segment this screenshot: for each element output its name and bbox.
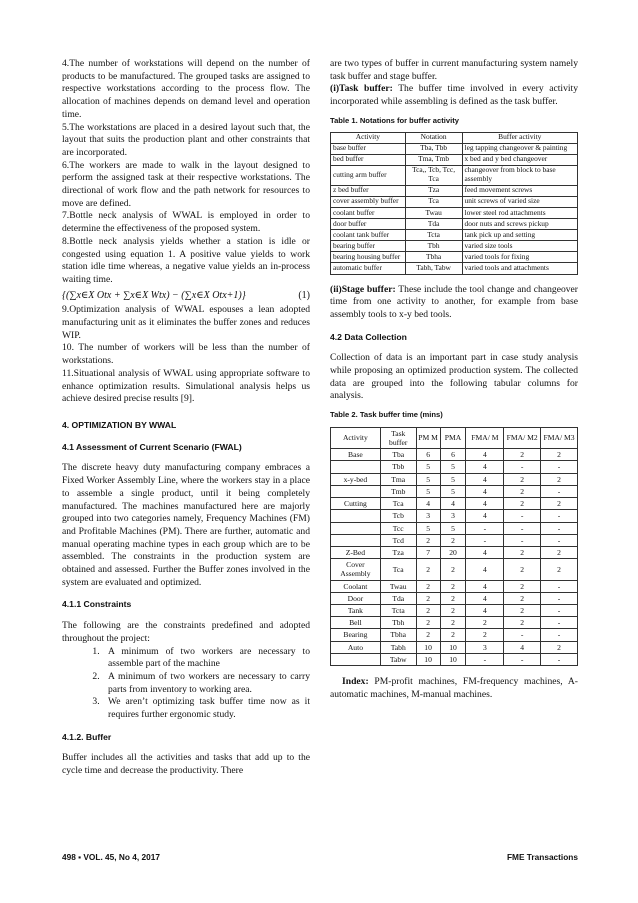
table-cell: 10 [416, 653, 440, 665]
table-cell: Tbb [380, 461, 416, 473]
table-row [331, 498, 578, 510]
table-cell: 2 [504, 546, 541, 558]
table-cell: Tca [380, 498, 416, 510]
table-header-cell: Activity [331, 132, 406, 143]
table-cell: Tcta [405, 230, 462, 241]
paragraph-stage-buffer [330, 284, 578, 322]
table-cell: 10 [440, 653, 466, 665]
table-cell: automatic buffer [331, 263, 406, 274]
table-cell: - [541, 461, 578, 473]
table-cell: Tca,, Tcb, Tcc, Tca [405, 165, 462, 185]
table-cell [331, 485, 381, 497]
table-cell: 2 [416, 629, 440, 641]
constraint-item: 2. A minimum of two workers are necessary to carry parts from inventory to working area. [102, 671, 310, 696]
table-cell: Tcta [380, 604, 416, 616]
table-2 [330, 427, 578, 666]
table-cell: 10 [440, 641, 466, 653]
table-row [331, 449, 578, 461]
table-cell: - [504, 629, 541, 641]
table-row [331, 546, 578, 558]
section-heading-4-1-2: 4.1.2. Buffer [62, 731, 112, 742]
table-cell: - [541, 617, 578, 629]
paragraph-constraints: The following are the constraints predefined and adopted throughout the project: [62, 620, 310, 644]
table-cell: 4 [466, 546, 504, 558]
constraints-list [62, 646, 310, 722]
table-cell: 6 [440, 449, 466, 461]
table-cell: 6 [416, 449, 440, 461]
paragraph-buffer-continued: are two types of buffer in current manufacturing system namely task buffer and stage buffer. [330, 58, 578, 82]
table-cell: 4 [466, 498, 504, 510]
table-row [331, 461, 578, 473]
table-row [331, 580, 578, 592]
section-heading-4-1-1: 4.1.1 Constraints [62, 599, 132, 610]
equation-1 [62, 290, 310, 303]
table-cell: 4 [466, 604, 504, 616]
table-cell: 4 [466, 473, 504, 485]
table-row [331, 219, 578, 230]
table-row [331, 522, 578, 534]
table-cell: - [541, 653, 578, 665]
table-cell: door buffer [331, 219, 406, 230]
index-text: PM-profit machines, FM-frequency machines, A-automatic machines, M-manual machines. [330, 675, 578, 700]
table-cell: z bed buffer [331, 185, 406, 196]
table-cell: 2 [440, 617, 466, 629]
table-row [331, 241, 578, 252]
constraint-item: 3. We aren’t optimizing task buffer time now as it requires further ergonomic study. [102, 696, 310, 721]
table-cell: 2 [440, 559, 466, 580]
constraint-item: 1. A minimum of two workers are necessary to assemble part of the machine [102, 646, 310, 671]
table-cell: Tabh [380, 641, 416, 653]
table-row [331, 604, 578, 616]
table-cell: Tabw [380, 653, 416, 665]
table-cell: - [541, 534, 578, 546]
paragraph-item-6: 6.The workers are made to walk in the layout designed to perform the assigned task at their respective workstations. The directional of work flow and the path network for resources to move are defined. [62, 159, 310, 209]
table-cell: - [541, 592, 578, 604]
table-cell: Tda [405, 219, 462, 230]
footer-page-info: 498 ▪ VOL. 45, No 4, 2017 [62, 852, 160, 862]
table-cell: Tca [405, 196, 462, 207]
table-row [331, 196, 578, 207]
table-row [331, 629, 578, 641]
table-cell: Tcc [380, 522, 416, 534]
task-buffer-label: (i)Task buffer: [330, 83, 393, 95]
table-cell: - [541, 485, 578, 497]
table-cell: 2 [440, 604, 466, 616]
table-cell: Tma, Tmb [405, 154, 462, 165]
table-cell: 2 [416, 534, 440, 546]
left-column [62, 58, 310, 778]
table-cell: 4 [466, 592, 504, 604]
table-cell: 4 [466, 510, 504, 522]
table-cell: Tba [380, 449, 416, 461]
table-header-row [331, 427, 578, 448]
table-row [331, 252, 578, 263]
table-cell [331, 510, 381, 522]
table-cell: - [504, 522, 541, 534]
table-header-cell: PM M [416, 427, 440, 448]
paragraph-fwal: The discrete heavy duty manufacturing company embraces a Fixed Worker Assembly Line, where the workers stay in a place to assemble a single product, until it being completely manufactured. The machines manufactured here are majorly grouped into two categories namely, Frequency Machines (FM) and Profitable Machines (PM). There are further, automatic and manual operating machine types in each group which are to be assembled. The constraints in the production system are obtained and assessed. Further the Buffer zones involved in the system are evaluated and optimized. [62, 462, 310, 588]
table-cell: Tabh, Tabw [405, 263, 462, 274]
table-row [331, 534, 578, 546]
table-row [331, 230, 578, 241]
paragraph-item-11: 11.Situational analysis of WWAL using appropriate software to enhance optimization results. Simulational analysis helps us achieve desired precise results [9]. [62, 367, 310, 405]
table-cell: - [541, 580, 578, 592]
section-heading-4-1: 4.1 Assessment of Current Scenario (FWAL) [62, 441, 242, 452]
table-cell: 4 [466, 559, 504, 580]
table-2-caption: Table 2. Task buffer time (mins) [330, 410, 443, 420]
table-cell: - [466, 522, 504, 534]
table-cell: - [541, 522, 578, 534]
table-cell: 5 [440, 473, 466, 485]
table-cell: 2 [416, 604, 440, 616]
table-cell: 2 [440, 592, 466, 604]
table-1 [330, 132, 578, 275]
table-cell: - [504, 653, 541, 665]
table-cell: 5 [416, 485, 440, 497]
table-cell: 20 [440, 546, 466, 558]
table-cell: 4 [466, 580, 504, 592]
table-cell: leg tapping changeover & painting [462, 143, 577, 154]
task-buffer-text: The buffer time involved in every activity incorporated while assembling is defined as the task buffer. [330, 83, 578, 108]
table-cell: 2 [541, 546, 578, 558]
table-cell: 5 [440, 485, 466, 497]
table-row [331, 207, 578, 218]
table-cell: - [504, 461, 541, 473]
table-cell: 2 [466, 617, 504, 629]
table-cell: Tbha [405, 252, 462, 263]
table-1-caption: Table 1. Notations for buffer activity [330, 115, 459, 125]
table-cell: Tba, Tbb [405, 143, 462, 154]
table-cell: varied tools for fixing [462, 252, 577, 263]
section-heading-4-2: 4.2 Data Collection [330, 331, 407, 342]
table-cell: 2 [541, 449, 578, 461]
table-cell: Cutting [331, 498, 381, 510]
index-label: Index: [342, 675, 369, 687]
table-cell: 2 [504, 498, 541, 510]
table-cell: Tbh [380, 617, 416, 629]
table-cell: Door [331, 592, 381, 604]
table-header-cell: FMA/ M2 [504, 427, 541, 448]
paragraph-item-10: 10. The number of workers will be less than the number of workstations. [62, 342, 310, 367]
table-cell: 2 [541, 559, 578, 580]
table-cell: Tmb [380, 485, 416, 497]
table-cell: - [466, 653, 504, 665]
table-cell: 4 [466, 449, 504, 461]
table-header-cell: Activity [331, 427, 381, 448]
equation-number: (1) [298, 289, 310, 301]
table-cell [331, 653, 381, 665]
table-row [331, 263, 578, 274]
table-cell: Tank [331, 604, 381, 616]
table-cell [331, 522, 381, 534]
table-cell: Bell [331, 617, 381, 629]
table-cell: lower steel rod attachments [462, 207, 577, 218]
table-cell: cutting arm buffer [331, 165, 406, 185]
table-cell: - [504, 534, 541, 546]
table-cell: Tza [380, 546, 416, 558]
table-cell: 4 [466, 461, 504, 473]
table-row [331, 653, 578, 665]
table-cell: - [466, 534, 504, 546]
table-header-cell: Buffer activity [462, 132, 577, 143]
table-cell: Base [331, 449, 381, 461]
table-cell: x bed and y bed changeover [462, 154, 577, 165]
table-cell: - [504, 510, 541, 522]
table-cell: 3 [416, 510, 440, 522]
table-cell: - [541, 510, 578, 522]
table-cell: 2 [504, 604, 541, 616]
table-cell: 2 [416, 559, 440, 580]
table-row [331, 143, 578, 154]
table-cell: coolant tank buffer [331, 230, 406, 241]
table-cell: 5 [440, 522, 466, 534]
table-cell: 2 [504, 485, 541, 497]
table-cell: feed movement screws [462, 185, 577, 196]
table-header-cell: PMA [440, 427, 466, 448]
table-cell: - [541, 629, 578, 641]
table-cell: Cover Assembly [331, 559, 381, 580]
table-cell [331, 461, 381, 473]
table-cell: 2 [541, 641, 578, 653]
footer-journal: FME Transactions [506, 852, 578, 862]
table-cell: bearing buffer [331, 241, 406, 252]
table-cell: bearing housing buffer [331, 252, 406, 263]
paragraph-buffer: Buffer includes all the activities and tasks that add up to the cycle time and decrease the productivity. There [62, 752, 310, 777]
table-header-cell: Notation [405, 132, 462, 143]
table-cell: 2 [504, 449, 541, 461]
table-cell: coolant buffer [331, 207, 406, 218]
paragraph-index [330, 676, 578, 701]
paragraph-item-7: 7.Bottle neck analysis of WWAL is employed in order to determine the effectiveness of the proposed system. [62, 210, 310, 235]
table-cell: Bearing [331, 629, 381, 641]
table-header-cell: FMA/ M [466, 427, 504, 448]
table-cell: 2 [504, 580, 541, 592]
table-cell: 10 [416, 641, 440, 653]
table-cell: 5 [440, 461, 466, 473]
table-cell: door nuts and screws pickup [462, 219, 577, 230]
table-cell: Tcd [380, 534, 416, 546]
table-cell: tank pick up and setting [462, 230, 577, 241]
table-cell: base buffer [331, 143, 406, 154]
table-cell: Tbha [380, 629, 416, 641]
table-cell: 4 [504, 641, 541, 653]
table-row [331, 185, 578, 196]
section-heading-4: 4. OPTIMIZATION BY WWAL [62, 419, 177, 430]
table-cell: Twau [380, 580, 416, 592]
table-cell: 2 [416, 592, 440, 604]
table-row [331, 165, 578, 185]
table-cell: Tca [380, 559, 416, 580]
table-cell: 3 [440, 510, 466, 522]
table-cell: 2 [416, 580, 440, 592]
table-header-row [331, 132, 578, 143]
table-cell: bed buffer [331, 154, 406, 165]
table-row [331, 641, 578, 653]
table-cell: 2 [466, 629, 504, 641]
stage-buffer-label: (ii)Stage buffer: [330, 283, 396, 295]
table-cell: Coolant [331, 580, 381, 592]
stage-buffer-text: These include the tool change and changeover time from one activity to another, for example from base assembly tools to x-y bed tools. [330, 283, 578, 320]
table-row [331, 510, 578, 522]
table-cell: 2 [416, 617, 440, 629]
table-cell: 2 [504, 592, 541, 604]
table-cell: cover assembly buffer [331, 196, 406, 207]
paragraph-task-buffer [330, 83, 578, 108]
table-row [331, 559, 578, 580]
table-cell: 5 [416, 473, 440, 485]
paragraph-data-collection: Collection of data is an important part in case study analysis while proposing an optimized production system. The collected data are grouped into the following tabular columns for analysis. [330, 352, 578, 402]
table-cell: Tcb [380, 510, 416, 522]
paragraph-item-5: 5.The workstations are placed in a desired layout such that, the layout that suits the production plant and other constraints that are incorporated. [62, 121, 310, 158]
table-cell: changeover from block to base assembly [462, 165, 577, 185]
paragraph-item-4: 4.The number of workstations will depend on the number of products to be manufactured. The grouped tasks are assigned to respective workstations according to the process flow. The allocation of machines depends on demand level and operation time. [62, 58, 310, 120]
table-cell: 4 [440, 498, 466, 510]
table-cell: 7 [416, 546, 440, 558]
table-cell: 4 [416, 498, 440, 510]
equation-body: {(∑x∈X Otx + ∑x∈X Wtx) − (∑x∈X Otx+1)} [62, 289, 246, 301]
table-cell: x-y-bed [331, 473, 381, 485]
table-row [331, 473, 578, 485]
table-cell [331, 534, 381, 546]
table-cell: Twau [405, 207, 462, 218]
table-cell: 2 [440, 629, 466, 641]
table-cell: 4 [466, 485, 504, 497]
table-cell: Tda [380, 592, 416, 604]
table-row [331, 154, 578, 165]
table-cell: 2 [541, 473, 578, 485]
table-cell: 2 [541, 498, 578, 510]
table-cell: 2 [440, 580, 466, 592]
table-cell: 2 [440, 534, 466, 546]
table-cell: 5 [416, 461, 440, 473]
table-row [331, 592, 578, 604]
table-cell: 2 [504, 473, 541, 485]
paragraph-item-9: 9.Optimization analysis of WWAL espouses a lean adopted manufacturing unit as it eliminates the buffer zones and reduces WIP. [62, 304, 310, 341]
table-cell: varied tools and attachments [462, 263, 577, 274]
table-cell: Tza [405, 185, 462, 196]
table-header-cell: FMA/ M3 [541, 427, 578, 448]
table-header-cell: Task buffer [380, 427, 416, 448]
right-column [330, 58, 578, 701]
table-cell: 3 [466, 641, 504, 653]
paragraph-item-8: 8.Bottle neck analysis yields whether a station is idle or congested using equation 1. A positive value yields to work station idle time whereas, a negative value yields an in-process waiting time. [62, 235, 310, 285]
table-cell: 2 [504, 559, 541, 580]
table-cell: Auto [331, 641, 381, 653]
table-cell: 5 [416, 522, 440, 534]
table-cell: 2 [504, 617, 541, 629]
table-row [331, 485, 578, 497]
table-cell: varied size tools [462, 241, 577, 252]
table-cell: Z-Bed [331, 546, 381, 558]
table-row [331, 617, 578, 629]
table-cell: Tbh [405, 241, 462, 252]
table-cell: - [541, 604, 578, 616]
table-cell: unit screws of varied size [462, 196, 577, 207]
table-cell: Tma [380, 473, 416, 485]
